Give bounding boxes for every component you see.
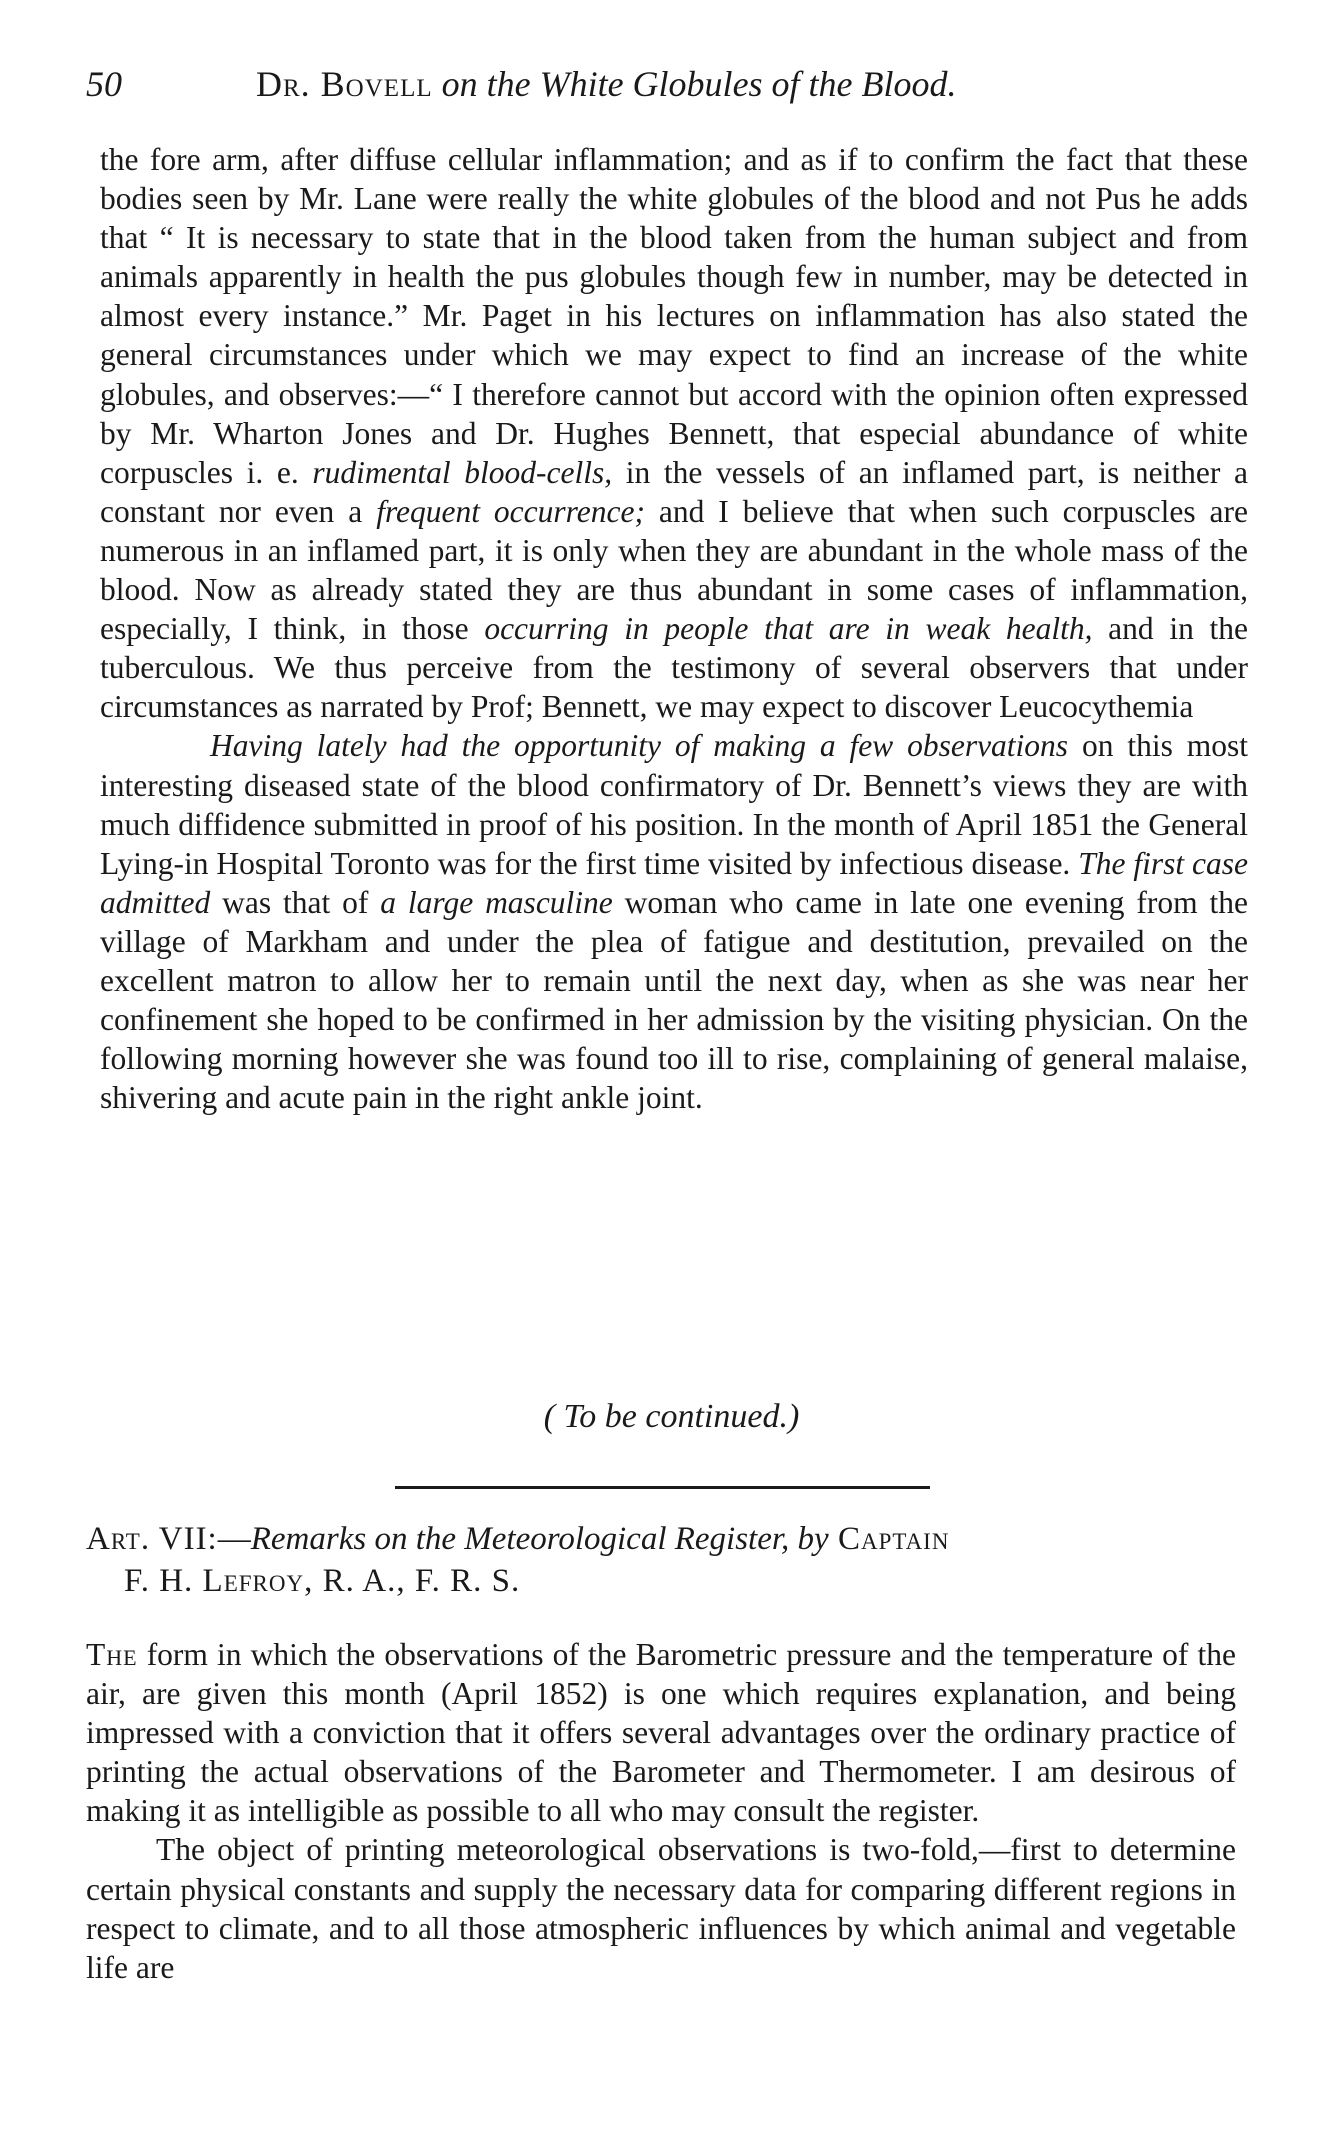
running-title [256,62,957,106]
to-be-continued: ( To be continued.) [543,1398,800,1435]
page-number: 50 [86,64,122,104]
emphasis-frequent: frequent occurrence; [376,493,645,529]
emphasis-first-case: The first case admitted [100,845,1248,920]
paragraph-observations: Having lately had the opportunity of making a few observations on this most interesting diseased state of the blood confirmatory of Dr. Bennett’s views they are with much diffidence submitted in proof of his position. In the month of April 1851 the General Lying-in Hospital Toronto was for the first time visited by infectious disease. The first case admitted was that of a large masculine woman who came in late one evening from the village of Markham and under the plea of fatigue and destitution, prevailed on the excellent matron to allow her to remain until the next day, when as she was near her confinement she hoped to be confirmed in her admission by the visiting physician. On the following morning however she was found too ill to rise, complaining of general malaise, shivering and acute pain in the right ankle joint. [100,728,1249,1116]
emphasis-weak-health: occurring in people that are in weak health, [484,611,1093,647]
article-author: F. H. Lefroy, R. A., F. R. S. [124,1563,521,1599]
running-title-author: Dr. Bovell [256,64,433,104]
article-rank: Captain [828,1521,950,1557]
emphasis-masculine: a large masculine [380,884,613,920]
article-body [86,1635,1236,1987]
emphasis-rudimental: rudimental blood-cells, [312,454,613,490]
article-continuation [100,140,1248,1117]
drop-lead: The [86,1637,138,1672]
paragraph-continuation: the fore arm, after diffuse cellular inflammation; and as if to confirm the fact that these bodies seen by Mr. Lane were really the white globules of the blood and not Pus he adds that “ It is necessary to state that in the blood taken from the human subject and from animals apparently in health the pus globules though few in number, may be detected in almost every instance.” Mr. Paget in his lectures on inflammation has also stated the general circumstances under which we may expect to find an increase of the white globules, and observes:—“ I therefore cannot but accord with the opinion often expressed by Mr. Wharton Jones and Dr. Hughes Bennett, that especial abundance of white corpuscles i. e. rudimental blood-cells, in the vessels of an inflamed part, is neither a constant nor even a frequent occurrence; and I believe that when such corpuscles are numerous in an inflamed part, it is only when they are abundant in the whole mass of the blood. Now as already stated they are thus abundant in some cases of inflammation, especially, I think, in those occurring in people that are in weak health, and in the tuberculous. We thus perceive from the testimony of several observers that under circumstances as narrated by Prof; Bennett, we may expect to discover Leucocythemia [100,142,1248,725]
running-head [86,62,1236,114]
article-title: Remarks on the Meteorological Register, by [250,1521,829,1557]
running-title-topic: on the White Globules of the Blood. [432,64,957,104]
article-heading: Art. VII:—Remarks on the Meteorological Register, by Captain F. H. Lefroy, R. A., F. R. S. [86,1518,1236,1602]
paragraph-object: The object of printing meteorological observations is two-fold,—first to determine certain physical constants and supply the necessary data for comparing different regions in respect to climate, and to all those atmospheric influences by which animal and vegetable life are [86,1832,1236,1985]
emphasis-having-lately: Having lately had the opportunity of making a few observations [210,728,1069,764]
paragraph-form: The form in which the observations of the Barometric pressure and the temperature of the air, are given this month (April 1852) is one which requires explanation, and being impressed with a conviction that it offers several advantages over the ordinary practice of printing the actual observations of the Barometer and Thermometer. I am desirous of making it as intelligible as possible to all who may consult the register. [86,1637,1236,1829]
article-number: Art. VII: [86,1521,218,1557]
section-divider [395,1486,930,1489]
